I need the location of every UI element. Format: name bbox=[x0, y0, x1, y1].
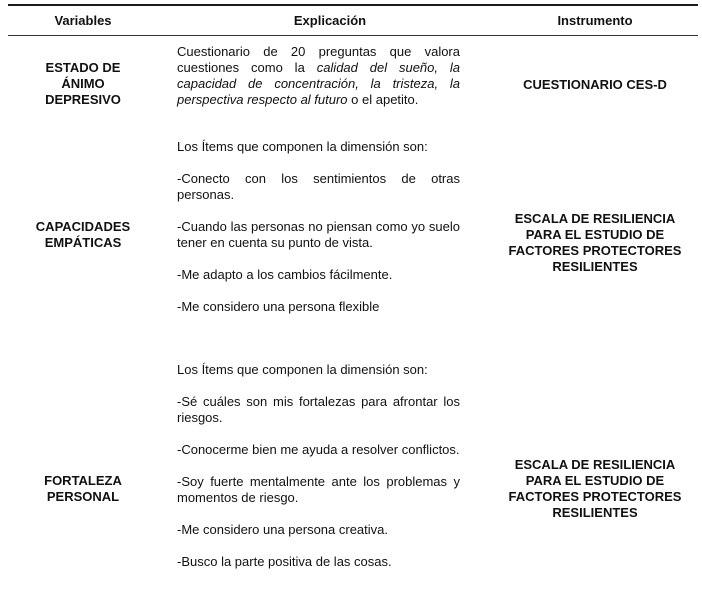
header-instrumento: Instrumento bbox=[557, 13, 633, 28]
variable-capacidades-empaticas bbox=[8, 219, 158, 251]
variable-line: DEPRESIVO bbox=[45, 92, 121, 107]
instrument-line: CUESTIONARIO CES-D bbox=[523, 77, 667, 92]
variable-fortaleza-personal bbox=[8, 473, 158, 505]
header-variables: Variables bbox=[54, 13, 112, 28]
variable-line: PERSONAL bbox=[46, 489, 120, 504]
explanation-paragraph: -Soy fuerte mentalmente ante los problemas y momentos de riesgo. bbox=[177, 474, 460, 505]
explanation-paragraph: -Cuando las personas no piensan como yo suelo tener en cuenta su punto de vista. bbox=[177, 219, 460, 250]
explanation-paragraph: Los Ítems que componen la dimensión son: bbox=[177, 362, 428, 377]
variable-line: ÁNIMO bbox=[61, 76, 105, 91]
instrument-line: FACTORES PROTECTORES bbox=[508, 243, 682, 258]
explanation-paragraph: -Conecto con los sentimientos de otras personas. bbox=[177, 171, 460, 202]
explanation-prefix: Cuestionario de 20 preguntas que valora cuestiones como la bbox=[177, 44, 460, 75]
explanation-paragraph: -Busco la parte positiva de las cosas. bbox=[177, 554, 392, 569]
instrument-ces-d bbox=[492, 77, 698, 93]
explanation-paragraph: -Me adapto a los cambios fácilmente. bbox=[177, 267, 393, 282]
explanation-suffix: o el apetito. bbox=[347, 92, 419, 107]
instrument-line: RESILIENTES bbox=[552, 259, 638, 274]
explanation-estado-animo bbox=[177, 44, 460, 108]
instrument-line: FACTORES PROTECTORES bbox=[508, 489, 682, 504]
instrument-line: ESCALA DE RESILIENCIA bbox=[514, 457, 676, 472]
instrument-escala-resiliencia bbox=[492, 211, 698, 275]
explanation-paragraph bbox=[177, 44, 460, 108]
instrument-escala-resiliencia bbox=[492, 457, 698, 521]
explanation-italic: calidad del sueño, la capacidad de concentración, la tristeza, la perspectiva respecto al futuro bbox=[177, 60, 460, 107]
explanation-capacidades-empaticas bbox=[177, 139, 460, 315]
variable-line: ESTADO DE bbox=[45, 60, 121, 75]
header-explicacion: Explicación bbox=[293, 13, 367, 28]
explanation-paragraph: Los Ítems que componen la dimensión son: bbox=[177, 139, 428, 154]
instrument-line: RESILIENTES bbox=[552, 505, 638, 520]
variable-estado-animo bbox=[8, 60, 158, 108]
instrument-line: ESCALA DE RESILIENCIA bbox=[514, 211, 676, 226]
explanation-fortaleza-personal bbox=[177, 362, 460, 570]
variable-line: FORTALEZA bbox=[44, 473, 122, 488]
explanation-paragraph: -Sé cuáles son mis fortalezas para afrontar los riesgos. bbox=[177, 394, 460, 425]
instrument-line: PARA EL ESTUDIO DE bbox=[525, 473, 665, 488]
explanation-paragraph: -Conocerme bien me ayuda a resolver conflictos. bbox=[177, 442, 460, 457]
table-top-border bbox=[8, 4, 698, 6]
variable-line: EMPÁTICAS bbox=[44, 235, 122, 250]
explanation-paragraph: -Me considero una persona flexible bbox=[177, 299, 380, 314]
variable-line: CAPACIDADES bbox=[35, 219, 131, 234]
instrument-line: PARA EL ESTUDIO DE bbox=[525, 227, 665, 242]
explanation-paragraph: -Me considero una persona creativa. bbox=[177, 522, 389, 537]
header-divider bbox=[8, 35, 698, 36]
